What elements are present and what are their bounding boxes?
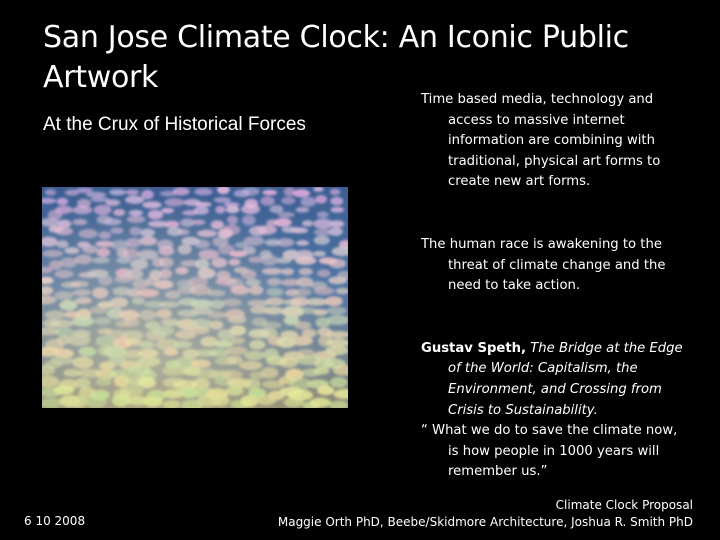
cloud-puff xyxy=(99,231,111,239)
cloud-puff xyxy=(291,336,313,346)
cloud-puff xyxy=(193,207,209,215)
cloud-puff xyxy=(73,289,92,296)
cloud-puff xyxy=(207,290,226,297)
cloud-puff xyxy=(331,207,345,213)
cloud-puff xyxy=(207,311,227,318)
cloud-puff xyxy=(126,238,141,248)
cloud-puff xyxy=(281,197,295,205)
cloud-puff xyxy=(59,300,77,311)
cloud-puff xyxy=(51,319,75,327)
cloud-puff xyxy=(194,188,213,195)
cloud-puff xyxy=(90,306,107,314)
cloud-puff xyxy=(70,396,87,408)
cloud-puff xyxy=(282,268,294,275)
cloud-puff xyxy=(129,227,141,236)
cloud-puff xyxy=(325,296,343,306)
slide-title: San Jose Climate Clock: An Iconic Public Artwork xyxy=(43,20,629,95)
cloud-puff xyxy=(274,218,292,227)
cloud-puff xyxy=(45,189,56,195)
cloud-puff xyxy=(241,204,260,214)
cloud-puff xyxy=(159,269,172,279)
cloud-puff xyxy=(211,220,224,229)
cloud-puff xyxy=(279,357,299,368)
cloud-puff xyxy=(78,229,98,238)
cloud-puff xyxy=(198,249,219,259)
cloud-puff xyxy=(328,276,347,284)
cloud-puff xyxy=(211,258,227,268)
cloud-puff xyxy=(194,240,210,249)
cloud-puff xyxy=(103,218,121,225)
cloud-puff xyxy=(142,201,161,208)
cloud-puff xyxy=(73,206,93,214)
cloud-puff xyxy=(249,285,263,295)
cloud-puff xyxy=(228,259,240,266)
cloud-puff xyxy=(296,240,309,246)
cloud-puff xyxy=(110,297,128,307)
citation-author: Gustav Speth, xyxy=(421,340,527,356)
cloud-puff xyxy=(165,291,181,299)
cloud-puff xyxy=(326,307,346,315)
cloud-puff xyxy=(72,357,93,369)
cloud-puff xyxy=(195,259,210,270)
cloud-puff xyxy=(164,198,184,206)
cloud-puff xyxy=(57,198,68,206)
cloud-puff xyxy=(110,228,124,234)
cloud-puff xyxy=(294,288,312,296)
footer-credits xyxy=(278,497,693,531)
cloud-puff xyxy=(329,227,343,236)
cloud-puff xyxy=(270,205,284,213)
cloud-sky-photo xyxy=(42,187,348,408)
cloud-puff xyxy=(243,246,256,254)
cloud-puff xyxy=(55,270,74,279)
cloud-puff xyxy=(248,256,263,263)
cloud-puff xyxy=(190,326,210,334)
cloud-puff xyxy=(55,206,73,214)
cloud-puff xyxy=(215,206,226,214)
sky-image xyxy=(42,187,348,408)
cloud-puff xyxy=(159,257,174,267)
cloud-puff xyxy=(75,297,92,304)
cloud-puff xyxy=(294,321,311,329)
cloud-puff xyxy=(239,361,263,370)
cloud-puff xyxy=(137,356,161,366)
cloud-puff xyxy=(330,197,343,206)
cloud-puff xyxy=(330,377,347,388)
cloud-puff xyxy=(50,356,74,365)
cloud-puff xyxy=(67,334,90,346)
cloud-puff xyxy=(70,281,89,288)
cloud-puff xyxy=(314,287,335,295)
cloud-puff xyxy=(291,227,308,233)
citation-title: The Bridge at the Edge of the World: Capitalism, the Environment, and Crossing from Crisis to Sustainability. xyxy=(448,340,683,418)
cloud-puff xyxy=(124,319,140,327)
cloud-puff xyxy=(125,196,144,204)
cloud-puff xyxy=(230,325,247,335)
cloud-puff xyxy=(261,367,279,379)
cloud-puff xyxy=(139,310,158,321)
cloud-puff xyxy=(92,287,108,298)
cloud-puff xyxy=(211,395,230,406)
cloud-puff xyxy=(213,340,233,347)
cloud-puff xyxy=(317,211,329,218)
cloud-puff xyxy=(313,251,326,257)
cloud-puff xyxy=(231,286,250,295)
cloud-puff xyxy=(256,395,276,405)
cloud-puff xyxy=(302,220,313,226)
cloud-puff xyxy=(257,225,277,235)
citation xyxy=(421,339,691,421)
cloud-puff xyxy=(96,378,112,386)
cloud-puff xyxy=(330,220,344,227)
cloud-puff xyxy=(82,245,98,254)
cloud-puff xyxy=(163,348,178,356)
cloud-puff xyxy=(214,197,231,203)
cloud-puff xyxy=(143,396,162,407)
cloud-puff xyxy=(54,328,74,337)
cloud-puff xyxy=(72,316,94,326)
cloud-puff xyxy=(85,396,107,408)
cloud-puff xyxy=(161,208,174,214)
cloud-puff xyxy=(64,247,79,254)
cloud-puff xyxy=(225,386,243,395)
cloud-puff xyxy=(175,267,188,274)
cloud-puff xyxy=(97,248,111,257)
cloud-puff xyxy=(305,298,328,306)
cloud-puff xyxy=(72,219,87,226)
cloud-puff xyxy=(299,268,313,275)
cloud-puff xyxy=(158,246,174,256)
cloud-puff xyxy=(210,300,225,310)
cloud-puff xyxy=(173,187,190,195)
cloud-puff xyxy=(266,288,283,296)
cloud-puff xyxy=(262,268,283,275)
footer-authors: Maggie Orth PhD, Beebe/Skidmore Architecture, Joshua R. Smith PhD xyxy=(277,515,693,529)
cloud-puff xyxy=(227,215,238,224)
cloud-puff xyxy=(264,307,284,315)
cloud-puff xyxy=(79,347,97,357)
cloud-puff xyxy=(132,297,145,304)
cloud-puff xyxy=(245,279,260,287)
cloud-puff xyxy=(173,341,192,348)
cloud-puff xyxy=(278,212,295,218)
cloud-puff xyxy=(120,386,144,396)
cloud-puff xyxy=(42,250,63,258)
cloud-puff xyxy=(227,355,243,364)
cloud-puff xyxy=(209,320,223,329)
cloud-puff xyxy=(276,257,291,263)
body-text xyxy=(421,90,691,483)
cloud-puff xyxy=(54,291,73,300)
cloud-puff xyxy=(139,341,155,349)
cloud-puff xyxy=(148,210,163,220)
cloud-puff xyxy=(231,337,245,344)
cloud-puff xyxy=(314,236,330,245)
cloud-puff xyxy=(241,269,256,279)
cloud-puff xyxy=(329,259,347,269)
cloud-puff xyxy=(86,192,106,198)
cloud-puff xyxy=(114,276,132,283)
cloud-puff xyxy=(53,385,74,394)
cloud-puff xyxy=(139,236,157,245)
cloud-puff xyxy=(300,197,316,207)
cloud-puff xyxy=(223,225,241,235)
cloud-puff xyxy=(140,229,155,237)
cloud-puff xyxy=(315,195,327,204)
cloud-puff xyxy=(276,238,294,246)
cloud-puff xyxy=(178,244,192,254)
cloud-puff xyxy=(295,256,316,265)
cloud-puff xyxy=(263,190,278,196)
cloud-puff xyxy=(92,257,110,264)
cloud-puff xyxy=(226,206,240,213)
cloud-puff xyxy=(138,377,156,388)
footer-project: Climate Clock Proposal xyxy=(555,498,693,512)
cloud-puff xyxy=(265,297,284,305)
cloud-puff xyxy=(243,379,260,390)
cloud-puff xyxy=(109,189,126,195)
cloud-puff xyxy=(130,259,148,270)
cloud-puff xyxy=(242,215,256,225)
cloud-puff xyxy=(317,386,334,395)
cloud-puff xyxy=(106,199,121,206)
cloud-puff xyxy=(243,187,260,196)
cloud-puff xyxy=(192,220,205,225)
cloud-puff xyxy=(330,189,341,195)
cloud-puff xyxy=(313,309,328,316)
cloud-puff xyxy=(244,236,265,246)
paragraph-media-technology: Time based media, technology and access to massive internet information are combining with traditional, physical art forms to create new art forms. xyxy=(421,92,661,190)
cloud-puff xyxy=(317,269,330,277)
cloud-puff xyxy=(190,299,213,308)
cloud-puff xyxy=(94,317,111,324)
cloud-puff xyxy=(249,340,266,350)
cloud-puff xyxy=(153,326,175,336)
cloud-puff xyxy=(159,301,180,308)
cloud-puff xyxy=(55,227,73,235)
cloud-puff xyxy=(157,309,172,319)
cloud-puff xyxy=(284,398,304,408)
paragraph-climate-awakening: The human race is awakening to the threat of climate change and the need to take action. xyxy=(421,236,666,294)
cloud-puff xyxy=(228,315,247,323)
cloud-puff xyxy=(56,240,68,248)
cloud-puff xyxy=(75,254,93,264)
cloud-puff xyxy=(262,322,282,329)
cloud-puff xyxy=(244,351,265,361)
cloud-puff xyxy=(293,189,310,197)
cloud-puff xyxy=(226,346,247,354)
cloud-puff xyxy=(194,202,212,207)
cloud-puff xyxy=(45,310,66,319)
cloud-puff xyxy=(94,205,112,215)
cloud-puff xyxy=(75,378,91,389)
cloud-puff xyxy=(260,196,275,206)
slide-subtitle: At the Crux of Historical Forces xyxy=(43,114,306,135)
cloud-puff xyxy=(137,289,159,298)
footer-date: 6 10 2008 xyxy=(24,514,86,528)
cloud-puff xyxy=(197,230,217,237)
cloud-puff xyxy=(241,395,259,407)
cloud-puff xyxy=(191,378,210,389)
cloud-puff xyxy=(325,346,348,356)
cloud-puff xyxy=(116,257,131,264)
quote: “ What we do to save the climate now, is how people in 1000 years will remember us.” xyxy=(421,423,678,480)
cloud-puff xyxy=(313,367,329,375)
cloud-puff xyxy=(178,229,190,235)
cloud-puff xyxy=(98,275,112,285)
cloud-puff xyxy=(129,210,144,216)
cloud-puff xyxy=(310,398,331,408)
cloud-puff xyxy=(127,216,146,224)
cloud-puff xyxy=(126,189,139,195)
cloud-puff xyxy=(164,221,179,228)
cloud-puff xyxy=(267,278,282,286)
cloud-puff xyxy=(296,207,310,213)
cloud-puff xyxy=(261,255,278,266)
cloud-puff xyxy=(222,299,242,307)
cloud-puff xyxy=(113,209,125,216)
cloud-puff xyxy=(154,280,174,289)
